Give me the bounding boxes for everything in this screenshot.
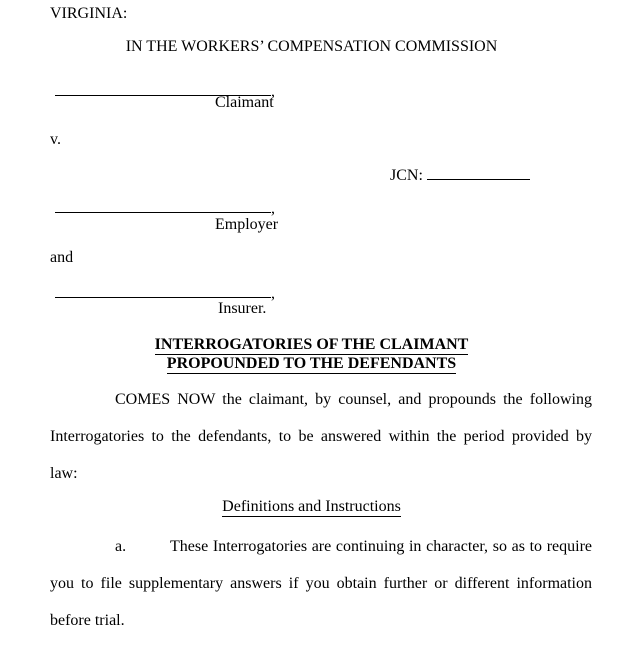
employer-blank-rule <box>55 197 271 213</box>
intro-line-1: COMES NOW the claimant, by counsel, and propounds the following <box>115 391 592 408</box>
state-label: VIRGINIA: <box>50 5 128 22</box>
employer-label: Employer <box>215 216 279 233</box>
court-title: IN THE WORKERS’ COMPENSATION COMMISSION <box>125 38 498 55</box>
document-title-line1: INTERROGATORIES OF THE CLAIMANT <box>154 336 469 353</box>
intro-line-2: Interrogatories to the defendants, to be answered within the period provided by <box>50 428 592 445</box>
insurer-label: Insurer. <box>218 300 267 317</box>
intro-line-3: law: <box>50 465 78 482</box>
definitions-heading: Definitions and Instructions <box>222 498 401 515</box>
item-a-letter: a. <box>115 538 127 555</box>
jcn-field <box>390 164 530 185</box>
claimant-label: Claimant <box>215 94 274 111</box>
document-title-line2: PROPOUNDED TO THE DEFENDANTS <box>166 354 457 372</box>
item-a-line-3: before trial. <box>50 612 125 629</box>
jcn-label: JCN: <box>390 167 423 184</box>
comma: , <box>271 83 275 100</box>
item-a-text: These Interrogatories are continuing in character, so as to require <box>170 538 592 555</box>
item-a-line-2: you to file supplementary answers if you obtain further or different information <box>50 575 592 592</box>
and-label: and <box>50 249 74 266</box>
comma: , <box>271 200 275 217</box>
document-title <box>0 336 623 373</box>
versus-label: v. <box>50 131 61 148</box>
definitions-heading-row <box>0 497 623 516</box>
item-a-line-1 <box>50 537 592 556</box>
jcn-blank-rule <box>427 164 530 180</box>
comma: , <box>271 285 275 302</box>
insurer-blank-rule <box>55 282 271 298</box>
